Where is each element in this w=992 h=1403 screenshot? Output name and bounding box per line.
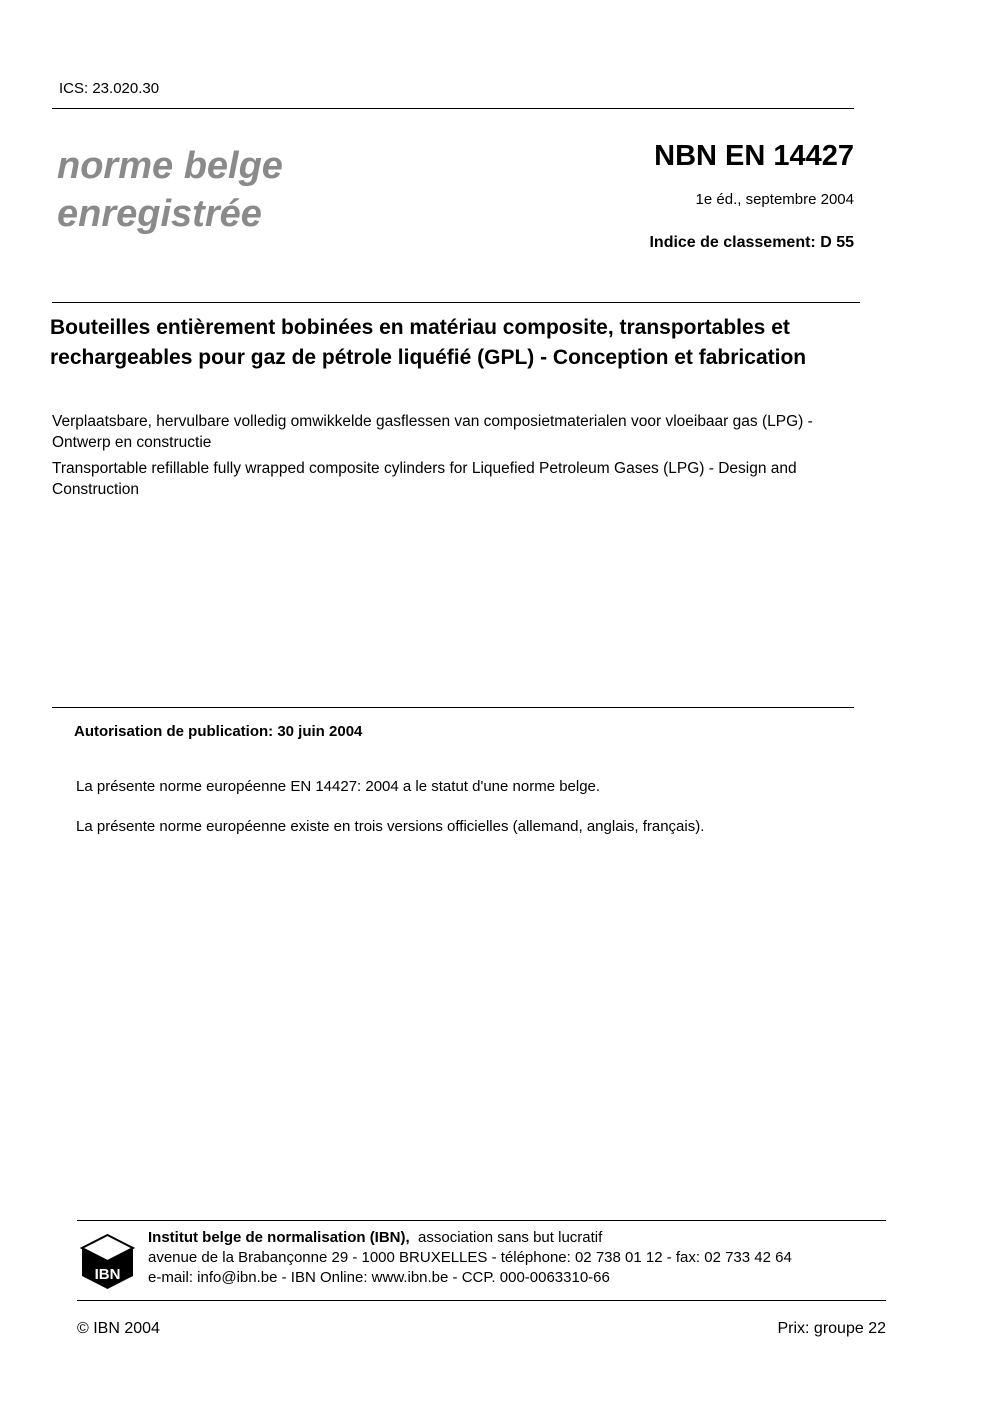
publication-authorisation: Autorisation de publication: 30 juin 2004 (74, 723, 363, 740)
classification-index: Indice de classement: D 55 (649, 234, 854, 251)
footer-bottom-divider (77, 1300, 886, 1301)
institute-info (148, 1228, 792, 1288)
ibn-logo (80, 1233, 135, 1291)
footer-top-divider (77, 1220, 886, 1221)
institute-contact: e-mail: info@ibn.be - IBN Online: www.ibn.be - CCP. 000-0063310-66 (148, 1269, 610, 1286)
copyright: © IBN 2004 (77, 1320, 160, 1337)
edition-date: 1e éd., septembre 2004 (695, 191, 854, 208)
institute-name: Institut belge de normalisation (IBN), (148, 1229, 410, 1246)
logo-text: IBN (94, 1266, 121, 1283)
ics-code: ICS: 23.020.30 (59, 80, 160, 97)
brand-title (57, 142, 283, 238)
standard-number: NBN EN 14427 (654, 140, 854, 172)
publication-divider (52, 707, 854, 708)
versions-paragraph: La présente norme européenne existe en trois versions officielles (allemand, anglais, français). (76, 818, 705, 835)
status-paragraph: La présente norme européenne EN 14427: 2004 a le statut d'une norme belge. (76, 778, 601, 795)
title-french: Bouteilles entièrement bobinées en matériau composite, transportables et rechargeables pour gaz de pétrole liquéfié (GPL) - Conception et fabrication (50, 316, 807, 369)
brand-line-2: enregistrée (57, 193, 262, 235)
brand-line-1: norme belge (57, 145, 283, 187)
title-english: Transportable refillable fully wrapped composite cylinders for Liquefied Petroleum Gases (LPG) - Design and Construction (52, 460, 797, 498)
title-divider (52, 302, 860, 303)
price-group: Prix: groupe 22 (777, 1320, 886, 1337)
top-divider (52, 108, 854, 109)
title-dutch: Verplaatsbare, hervulbare volledig omwikkelde gasflessen van composietmaterialen voor vloeibaar gas (LPG) - Ontwerp en constructie (52, 413, 813, 451)
institute-address: avenue de la Brabançonne 29 - 1000 BRUXELLES - téléphone: 02 738 01 12 - fax: 02 733 42 64 (148, 1249, 792, 1266)
institute-line (148, 1228, 792, 1248)
institute-type: association sans but lucratif (418, 1229, 603, 1246)
